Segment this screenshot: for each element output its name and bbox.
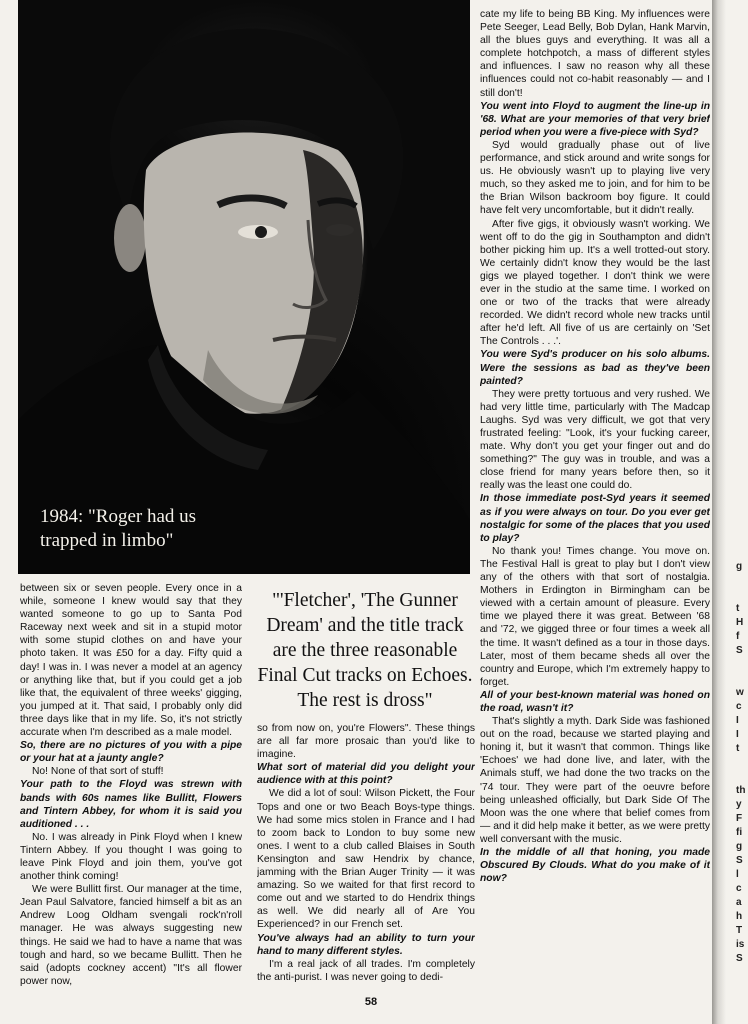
interview-question: In the middle of all that honing, you made Obscured By Clouds. What do you make of it now? xyxy=(480,847,710,885)
answer-paragraph: That's slightly a myth. Dark Side was fashioned out on the road, because we started playing and honing it, but it wasn't that common. Things like 'Echoes' we had done live, and later, with the Animals stuff, we had done the two tracks on the '74 tour. They were part of the oeuvre before being unleashed officially, but Dark Side Of The Moon was the one where that belief comes from — and it did help make it better, as we were pretty well conversant with the music. xyxy=(480,716,710,845)
answer-paragraph: between six or seven people. Every once in a while, someone I knew would say that they wanted someone to go up to Santa Pod Raceway next week and sit in a stupid motor with some stupid clothes on and have your photo taken. It was £50 for a day. Fifty quid a day! I was in. I was never a model at an agency or anything like that, but if you could get a job like that, the equivalent of three weeks' gigging, you jumped at it. That said, I probably only did three days like that in my life. So, it's not strictly accurate when I'm described as a male model. xyxy=(20,583,242,739)
interview-question: Your path to the Floyd was strewn with bands with 60s names like Bullitt, Flowers and Tintern Abbey, for whom it is said you auditioned . . . xyxy=(20,779,242,830)
portrait-illustration xyxy=(18,0,470,574)
answer-paragraph: No! None of that sort of stuff! xyxy=(32,766,164,778)
interview-question: You've always had an ability to turn your hand to many different styles. xyxy=(257,932,475,957)
interview-question: So, there are no pictures of you with a pipe or your hat at a jaunty angle? xyxy=(20,740,242,765)
photo-caption: 1984: "Roger had us trapped in limbo" xyxy=(40,506,197,551)
column-middle xyxy=(257,722,475,1018)
page-number: 58 xyxy=(364,996,378,1008)
answer-paragraph: so from now on, you're Flowers". These things are all far more prosaic than you'd like to imagine. xyxy=(257,723,475,761)
next-page-text-fragment: g t H f S w c I I t th y F fi g S l c a h T is S xyxy=(736,561,746,964)
answer-paragraph: After five gigs, it obviously wasn't working. We went off to do the gig in Southampton and didn't bother picking him up. It's a well trotted-out story. We certainly didn't know they would be the last gigs we played together. I don't think we were ever in the studio at the same time. I worked on one or two of the tracks that were already recorded. We didn't record whole new tracks until after he'd left. All five of us are certainly on 'Set The Controls . . .'. xyxy=(480,218,710,348)
answer-paragraph: We did a lot of soul: Wilson Pickett, the Four Tops and one or two Beach Boys-type things. We had some mics stolen in France and I had to zoom back to London to buy some new ones. I went to a club called Blaises in South Kensington and saw Hendrix by chance, jamming with the Brian Auger Trinity — it was amazing. So we waited for that first record to come out and we started to do Hendrix things as well. We did nearly all of Are You Experienced? in our French set. xyxy=(257,788,475,931)
pull-quote: "'Fletcher', 'The Gunner Dream' and the title track are the three reasonable Final Cut tracks on Echoes. The rest is dross" xyxy=(257,590,473,711)
portrait-photo xyxy=(18,0,470,574)
interview-question: In those immediate post-Syd years it seemed as if you were always on tour. Do you ever get nostalgic for some of the places that you used to play? xyxy=(480,493,710,544)
answer-paragraph: Syd would gradually phase out of live performance, and stick around and write songs for us. He obviously wasn't up to playing live very much, so they asked me to join, and for him to be the Brian Wilson backroom boy figure. It could have felt very uncomfortable, but it didn't really. xyxy=(480,139,710,217)
column-left xyxy=(20,582,242,1022)
answer-paragraph: We were Bullitt first. Our manager at the time, Jean Paul Salvatore, fancied himself a bit as an Andrew Loog Oldham svengali rock'n'roll manager. He was always suggesting new things. He said we had to have a name that was tough and hard, so we became Bullitt. Then he said (adopts cockney accent) "It's all flower power now, xyxy=(20,884,242,987)
interview-question: All of your best-known material was honed on the road, wasn't it? xyxy=(480,689,710,714)
column-right xyxy=(480,8,710,994)
interview-question: What sort of material did you delight your audience with at this point? xyxy=(257,762,475,787)
answer-paragraph: No thank you! Times change. You move on. The Festival Hall is great to play but I don't view any of the others with that sort of nostalgia. Mothers in Erdington in Birmingham can be viewed with a certain amount of pleasure. Every time we played there it was great. Between '68 and '72, we gigged three or four times a week all the time. It wasn't defined as a tour in those days. Later, most of them became sheds all over the country and Europe, which I'm extremely happy to forget. xyxy=(480,545,710,688)
interview-question: You went into Floyd to augment the line-up in '68. What are your memories of that very brief period when you were a five-piece with Syd? xyxy=(480,100,710,138)
interview-question: You were Syd's producer on his solo albums. Were the sessions as bad as they've been painted? xyxy=(480,349,710,387)
answer-paragraph: They were pretty tortuous and very rushed. We had very little time, particularly with The Madcap Laughs. Syd was very difficult, we got that very frustrated feeling: "Look, it's your fucking career, mate. Why don't you get your finger out and do something?" The guy was in trouble, and was a close friend for many years before then, so it really was the least one could do. xyxy=(480,388,710,492)
answer-paragraph: cate my life to being BB King. My influences were Pete Seeger, Lead Belly, Bob Dylan, Hank Marvin, all the blues guys and everything. It was all a complete hotchpotch, a mass of different styles and influences. I saw no reason why all these influences could not co-habit reasonably — and I still don't! xyxy=(480,9,710,99)
answer-paragraph: I'm a real jack of all trades. I'm completely the anti-purist. I was never going to dedi- xyxy=(257,958,475,983)
answer-paragraph: No. I was already in Pink Floyd when I knew Tintern Abbey. If you thought I was going to leave Pink Floyd and join them, you've got another think coming! xyxy=(20,831,242,883)
